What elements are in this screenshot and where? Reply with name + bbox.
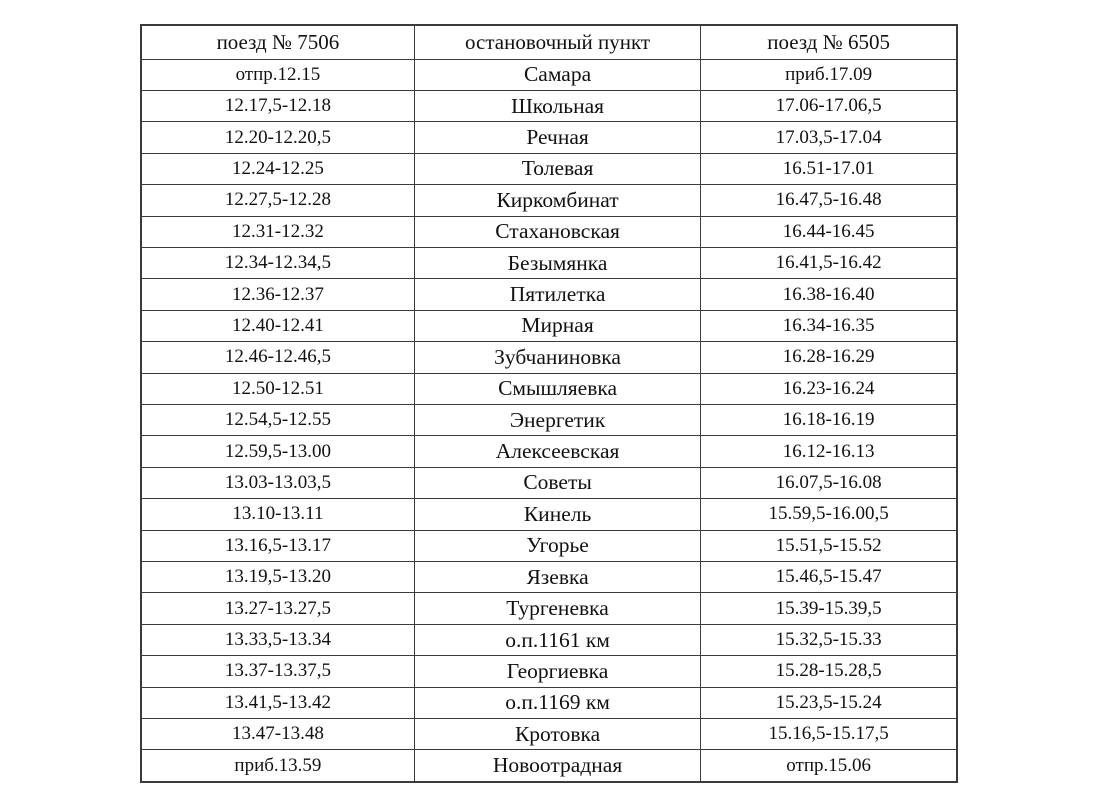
train-7506-time-cell: 12.27,5-12.28: [141, 185, 414, 216]
station-cell: Безымянка: [414, 247, 700, 278]
table-row: [141, 342, 957, 373]
train-6505-time-cell: 16.34-16.35: [701, 310, 957, 341]
station-cell: о.п.1161 км: [414, 624, 700, 655]
table-row: [141, 624, 957, 655]
train-7506-time-cell: 13.37-13.37,5: [141, 656, 414, 687]
station-cell: Пятилетка: [414, 279, 700, 310]
table-row: [141, 122, 957, 153]
table-row: [141, 279, 957, 310]
train-7506-time-cell: 12.17,5-12.18: [141, 90, 414, 121]
train-7506-time-cell: 13.10-13.11: [141, 499, 414, 530]
train-7506-time-cell: приб.13.59: [141, 750, 414, 782]
header-train-6505: поезд № 6505: [701, 25, 957, 59]
station-cell: о.п.1169 км: [414, 687, 700, 718]
station-cell: Киркомбинат: [414, 185, 700, 216]
station-cell: Угорье: [414, 530, 700, 561]
station-cell: Школьная: [414, 90, 700, 121]
table-row: [141, 373, 957, 404]
table-row: [141, 530, 957, 561]
train-6505-time-cell: 15.51,5-15.52: [701, 530, 957, 561]
table-row: [141, 719, 957, 750]
station-cell: Энергетик: [414, 404, 700, 435]
station-cell: Смышляевка: [414, 373, 700, 404]
train-7506-time-cell: 13.33,5-13.34: [141, 624, 414, 655]
train-6505-time-cell: отпр.15.06: [701, 750, 957, 782]
train-timetable: [140, 24, 958, 783]
train-6505-time-cell: 16.12-16.13: [701, 436, 957, 467]
train-7506-time-cell: 12.31-12.32: [141, 216, 414, 247]
train-7506-time-cell: отпр.12.15: [141, 59, 414, 90]
station-cell: Речная: [414, 122, 700, 153]
table-row: [141, 404, 957, 435]
train-6505-time-cell: 17.06-17.06,5: [701, 90, 957, 121]
train-6505-time-cell: 15.59,5-16.00,5: [701, 499, 957, 530]
station-cell: Кинель: [414, 499, 700, 530]
train-7506-time-cell: 12.54,5-12.55: [141, 404, 414, 435]
train-6505-time-cell: 17.03,5-17.04: [701, 122, 957, 153]
train-6505-time-cell: 16.28-16.29: [701, 342, 957, 373]
station-cell: Язевка: [414, 562, 700, 593]
station-cell: Тургеневка: [414, 593, 700, 624]
table-row: [141, 436, 957, 467]
train-6505-time-cell: 16.44-16.45: [701, 216, 957, 247]
timetable-document: [140, 24, 958, 783]
table-row: [141, 656, 957, 687]
station-cell: Новоотрадная: [414, 750, 700, 782]
train-7506-time-cell: 13.47-13.48: [141, 719, 414, 750]
train-6505-time-cell: 16.18-16.19: [701, 404, 957, 435]
header-stop-point: остановочный пункт: [414, 25, 700, 59]
table-row: [141, 750, 957, 782]
train-7506-time-cell: 13.27-13.27,5: [141, 593, 414, 624]
train-6505-time-cell: 15.39-15.39,5: [701, 593, 957, 624]
timetable-body: [141, 59, 957, 782]
station-cell: Стахановская: [414, 216, 700, 247]
table-row: [141, 90, 957, 121]
train-7506-time-cell: 12.20-12.20,5: [141, 122, 414, 153]
train-7506-time-cell: 12.24-12.25: [141, 153, 414, 184]
train-6505-time-cell: 16.07,5-16.08: [701, 467, 957, 498]
train-6505-time-cell: приб.17.09: [701, 59, 957, 90]
table-row: [141, 593, 957, 624]
table-row: [141, 59, 957, 90]
table-row: [141, 216, 957, 247]
train-7506-time-cell: 13.16,5-13.17: [141, 530, 414, 561]
table-row: [141, 687, 957, 718]
train-6505-time-cell: 15.46,5-15.47: [701, 562, 957, 593]
train-6505-time-cell: 16.38-16.40: [701, 279, 957, 310]
train-7506-time-cell: 12.46-12.46,5: [141, 342, 414, 373]
train-7506-time-cell: 13.03-13.03,5: [141, 467, 414, 498]
header-row: [141, 25, 957, 59]
table-row: [141, 310, 957, 341]
train-7506-time-cell: 13.19,5-13.20: [141, 562, 414, 593]
table-row: [141, 562, 957, 593]
station-cell: Мирная: [414, 310, 700, 341]
header-train-7506: поезд № 7506: [141, 25, 414, 59]
train-7506-time-cell: 12.50-12.51: [141, 373, 414, 404]
train-6505-time-cell: 15.16,5-15.17,5: [701, 719, 957, 750]
station-cell: Зубчаниновка: [414, 342, 700, 373]
table-row: [141, 153, 957, 184]
table-row: [141, 185, 957, 216]
train-7506-time-cell: 12.40-12.41: [141, 310, 414, 341]
train-7506-time-cell: 13.41,5-13.42: [141, 687, 414, 718]
station-cell: Алексеевская: [414, 436, 700, 467]
train-6505-time-cell: 16.47,5-16.48: [701, 185, 957, 216]
table-row: [141, 247, 957, 278]
table-row: [141, 499, 957, 530]
train-6505-time-cell: 15.28-15.28,5: [701, 656, 957, 687]
train-6505-time-cell: 16.23-16.24: [701, 373, 957, 404]
train-6505-time-cell: 16.41,5-16.42: [701, 247, 957, 278]
train-6505-time-cell: 16.51-17.01: [701, 153, 957, 184]
train-7506-time-cell: 12.36-12.37: [141, 279, 414, 310]
station-cell: Георгиевка: [414, 656, 700, 687]
train-6505-time-cell: 15.23,5-15.24: [701, 687, 957, 718]
table-row: [141, 467, 957, 498]
train-6505-time-cell: 15.32,5-15.33: [701, 624, 957, 655]
station-cell: Толевая: [414, 153, 700, 184]
train-7506-time-cell: 12.59,5-13.00: [141, 436, 414, 467]
station-cell: Кротовка: [414, 719, 700, 750]
train-7506-time-cell: 12.34-12.34,5: [141, 247, 414, 278]
station-cell: Советы: [414, 467, 700, 498]
station-cell: Самара: [414, 59, 700, 90]
